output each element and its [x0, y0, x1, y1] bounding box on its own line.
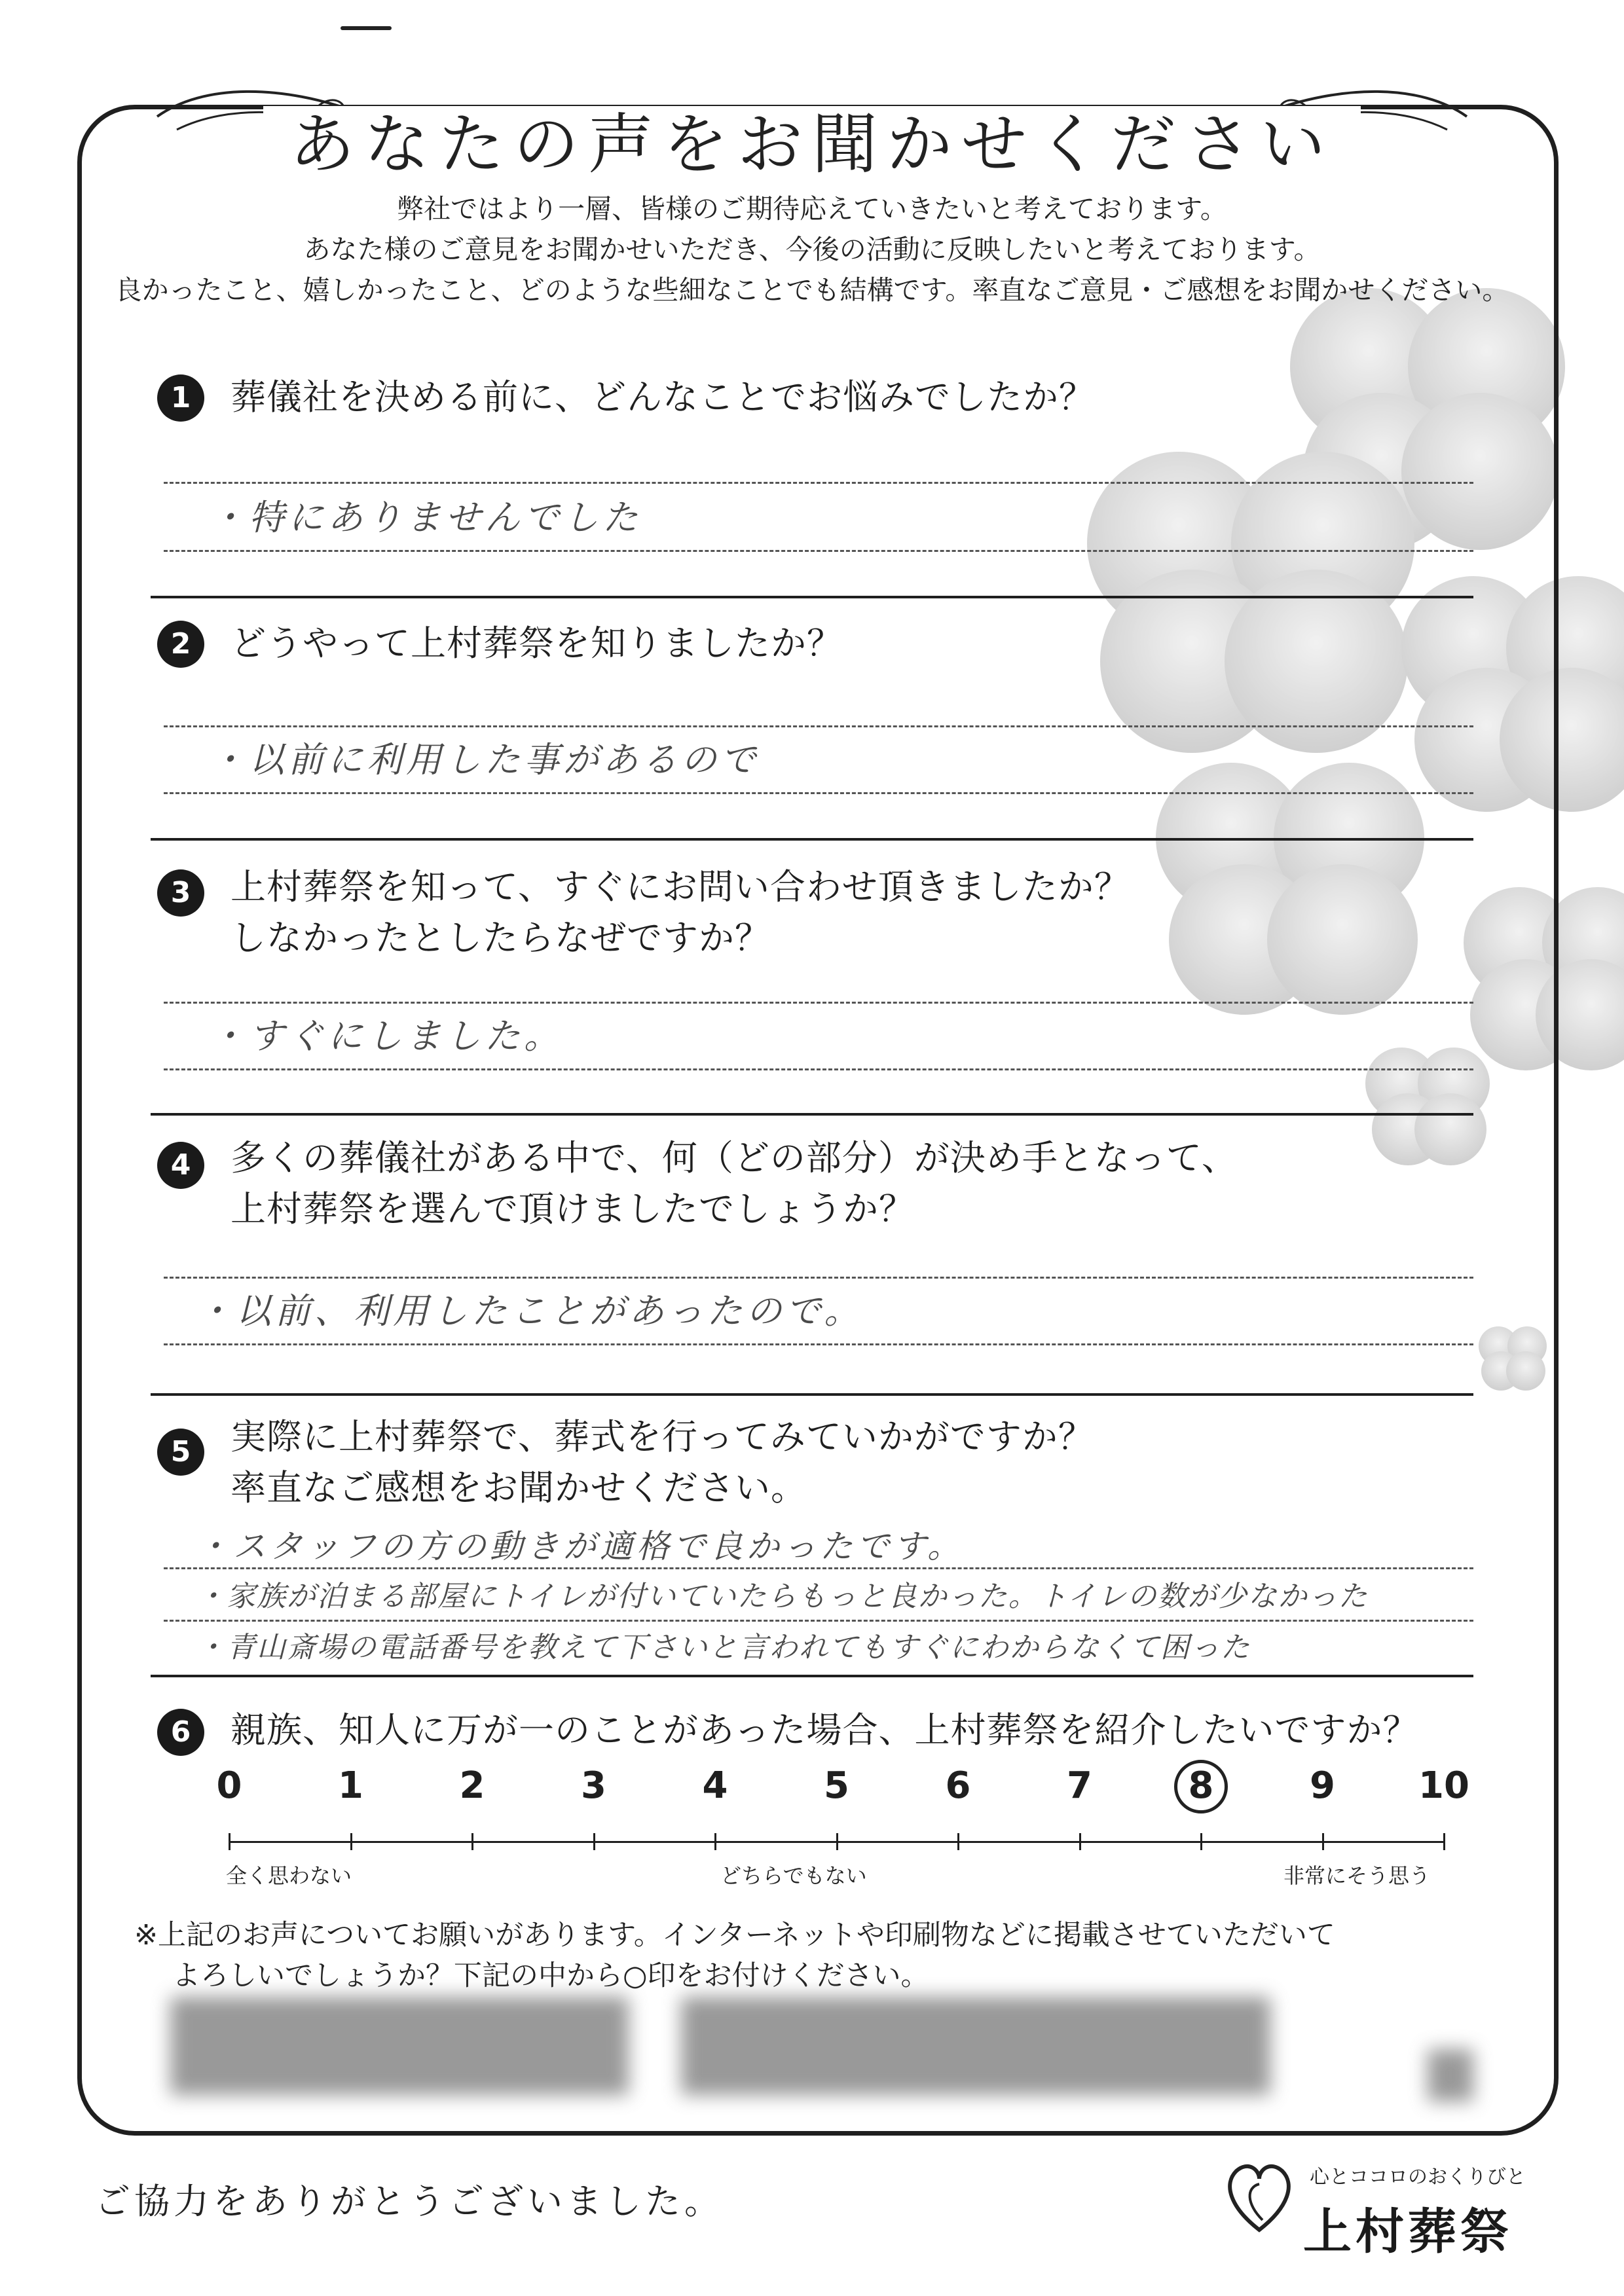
handwritten-answer: ・家族が泊まる部屋にトイレが付いていたらもっと良かった。トイレの数が少なかった	[196, 1580, 1369, 1613]
scale-tick	[1322, 1833, 1324, 1850]
scale-label-mid: どちらでもない	[720, 1863, 867, 1888]
scale-tick	[1079, 1833, 1081, 1850]
scale-number-5: 5	[824, 1764, 849, 1807]
answer-line	[164, 1343, 1473, 1345]
redacted-mark	[1428, 2049, 1473, 2102]
scale-label-high: 非常にそう思う	[1283, 1863, 1431, 1888]
question-text: どうやって上村葬祭を知りましたか？	[231, 623, 843, 664]
scale-number-9: 9	[1310, 1764, 1335, 1807]
question-text: 多くの葬儀社がある中で、何（どの部分）が決め手となって、 上村葬祭を選んで頂けましたでしょうか？	[231, 1137, 1238, 1230]
section-divider	[151, 838, 1473, 841]
handwritten-answer: ・以前、利用したことがあったので。	[196, 1290, 864, 1332]
scale-tick	[1443, 1833, 1445, 1850]
scale-tick	[229, 1833, 231, 1850]
answer-line	[164, 792, 1473, 794]
scale-number-10: 10	[1418, 1764, 1469, 1807]
scale-number-4: 4	[702, 1764, 728, 1807]
question-number: 1	[157, 374, 204, 422]
section-divider	[151, 596, 1473, 598]
scale-number-2: 2	[459, 1764, 485, 1807]
scale-number-7: 7	[1067, 1764, 1092, 1807]
answer-line	[164, 725, 1473, 727]
answer-line	[164, 1277, 1473, 1279]
scale-tick	[836, 1833, 838, 1850]
question-number: 5	[157, 1429, 204, 1476]
answer-line	[164, 1620, 1473, 1622]
brand-name: 上村葬祭	[1303, 2204, 1513, 2260]
scale-number-6: 6	[945, 1764, 971, 1807]
publication-note: ※上記のお声についてお願いがあります。インターネットや印刷物などに掲載させていただいて よろしいでしょうか？下記の中から○印をお付けください。	[134, 1919, 1335, 1992]
intro-text: 弊社ではより一層、皆様のご期待応えていきたいと考えております。 あなた様のご意見をお聞かせいただき、今後の活動に反映したいと考えております。 良かったこと、嬉しかったこと、どのような些細なことでも結構です。率直なご意見・ご感想をお聞かせください。	[115, 193, 1509, 306]
thanks-message: ご協力をありがとうございました。	[95, 2181, 724, 2222]
answer-line	[164, 1068, 1473, 1070]
question-number: 6	[157, 1709, 204, 1756]
answer-line	[164, 482, 1473, 484]
redacted-option-left	[170, 1997, 629, 2095]
question-number: 2	[157, 621, 204, 668]
handwritten-answer: ・以前に利用した事があるので	[210, 739, 760, 780]
question-text: 上村葬祭を知って、すぐにお問い合わせ頂きましたか？ しなかったとしたらなぜですか？	[231, 866, 1130, 958]
scale-tick	[471, 1833, 473, 1850]
section-divider	[151, 1675, 1473, 1677]
scale-tick	[714, 1833, 716, 1850]
handwritten-answer: ・青山斎場の電話番号を教えて下さいと言われてもすぐにわからなくて困った	[196, 1631, 1251, 1664]
scale-number-8: 8	[1188, 1764, 1214, 1807]
question-text: 葬儀社を決める前に、どんなことでお悩みでしたか？	[231, 376, 1095, 418]
scale-tick	[350, 1833, 352, 1850]
scale-number-0: 0	[216, 1764, 242, 1807]
selected-rating-circle	[1174, 1760, 1228, 1813]
section-divider	[151, 1393, 1473, 1396]
brand-tagline: 心とココロのおくりびと	[1310, 2166, 1526, 2189]
question-number: 4	[157, 1142, 204, 1189]
scale-label-low: 全く思わない	[226, 1863, 352, 1888]
scan-mark	[341, 26, 392, 30]
handwritten-answer: ・すぐにしました。	[210, 1015, 563, 1057]
page-title: あなたの声をお聞かせください	[0, 92, 1624, 186]
answer-line	[164, 1567, 1473, 1569]
answer-line	[164, 550, 1473, 552]
question-text: 親族、知人に万が一のことがあった場合、上村葬祭を紹介したいですか？	[231, 1709, 1419, 1751]
question-text: 実際に上村葬祭で、葬式を行ってみていかがですか？ 率直なご感想をお聞かせください。	[231, 1416, 1094, 1508]
handwritten-answer: ・特にありませんでした	[210, 497, 642, 538]
heart-logo-icon	[1223, 2158, 1295, 2236]
answer-line	[164, 1002, 1473, 1004]
scale-number-1: 1	[338, 1764, 363, 1807]
redacted-option-right	[681, 1997, 1270, 2095]
scale-tick	[957, 1833, 959, 1850]
scale-tick	[593, 1833, 595, 1850]
scale-number-3: 3	[581, 1764, 606, 1807]
handwritten-answer: ・スタッフの方の動きが適格で良かったです。	[196, 1527, 964, 1565]
scale-tick	[1200, 1833, 1202, 1850]
section-divider	[151, 1113, 1473, 1116]
question-number: 3	[157, 869, 204, 917]
